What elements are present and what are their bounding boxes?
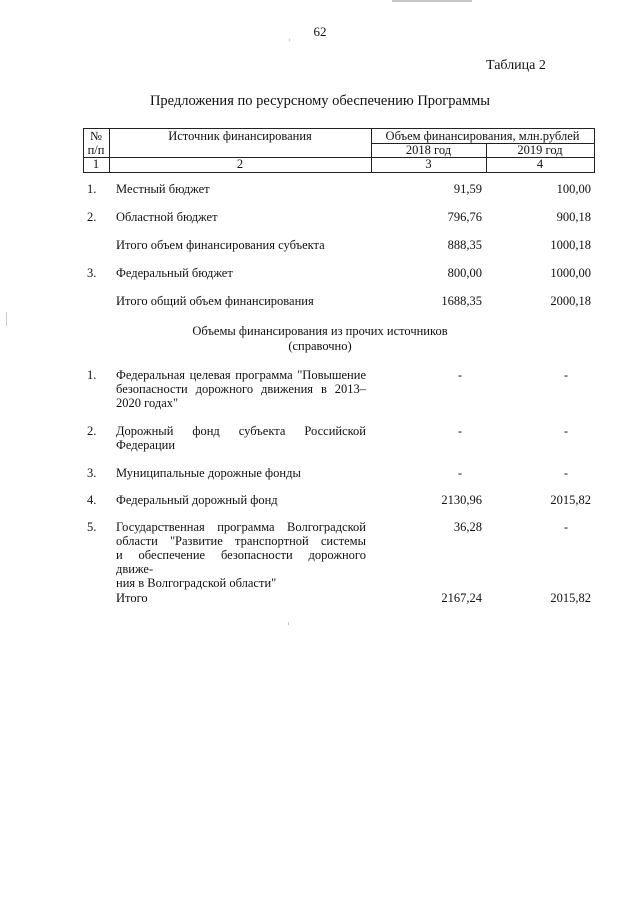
row-value-2018: - <box>457 368 462 382</box>
header-year-2018: 2018 год <box>405 143 452 157</box>
row-source: Итого объем финансирования субъекта <box>116 238 325 252</box>
row-value-2019: 2015,82 <box>550 493 591 507</box>
scan-artifact <box>392 0 472 2</box>
header-year-2019: 2019 год <box>517 143 563 157</box>
row-source-line: 2020 годах" <box>116 396 179 410</box>
row-source-line: Муниципальные дорожные фонды <box>116 466 301 480</box>
row-value-2019: 100,00 <box>556 182 591 196</box>
other-sources-heading <box>0 324 640 354</box>
row-value-2018: 800,00 <box>447 266 482 280</box>
page-number: 62 <box>313 24 327 39</box>
row-value-2018: 91,59 <box>453 182 482 196</box>
scan-artifact <box>288 622 289 625</box>
column-number-3: 3 <box>425 157 432 171</box>
row-value-2018: 2167,24 <box>441 591 482 605</box>
row-value-2019: 2015,82 <box>550 591 591 605</box>
column-number-4: 4 <box>536 157 544 171</box>
row-value-2019: - <box>563 520 568 534</box>
row-source <box>116 466 366 480</box>
row-number: 3. <box>87 266 97 280</box>
header-border-right <box>594 128 595 172</box>
row-source <box>116 368 366 410</box>
row-number: 2. <box>87 424 97 438</box>
row-number: 4. <box>87 493 97 507</box>
row-source: Областной бюджет <box>116 210 218 224</box>
header-num-label: п/п <box>87 143 105 157</box>
row-source: Местный бюджет <box>116 182 210 196</box>
header-bottom-rule <box>83 172 595 173</box>
row-source-line: и обеспечение безопасности дорожного движе- <box>116 548 366 576</box>
row-value-2019: 1000,18 <box>550 238 591 252</box>
row-number: 3. <box>87 466 97 480</box>
other-sources-heading-line2: (справочно) <box>288 339 352 353</box>
row-source: Федеральный бюджет <box>116 266 233 280</box>
row-value-2018: 796,76 <box>447 210 482 224</box>
row-source <box>116 520 366 590</box>
row-source-line: Федерации <box>116 438 176 452</box>
row-value-2018: 36,28 <box>453 520 482 534</box>
row-source-line: области "Развитие транспортной системы <box>116 534 366 548</box>
scan-artifact <box>6 312 7 326</box>
row-source-line: Федеральная целевая программа "Повышение <box>116 368 366 382</box>
row-source-line: Федеральный дорожный фонд <box>116 493 278 507</box>
row-value-2018: 2130,96 <box>441 493 482 507</box>
row-number: 1. <box>87 182 97 196</box>
row-number: 5. <box>87 520 97 534</box>
other-sources-heading-line1: Объемы финансирования из прочих источников <box>192 324 448 338</box>
row-source <box>116 591 366 605</box>
header-source: Источник финансирования <box>168 129 312 143</box>
header-num-symbol: № <box>90 129 102 143</box>
header-volume: Объем финансирования, млн.рублей <box>385 129 580 143</box>
row-source-line: Итого <box>116 591 148 605</box>
row-number: 2. <box>87 210 97 224</box>
row-source-line: Дорожный фонд субъекта Российской <box>116 424 366 438</box>
row-value-2019: - <box>563 424 568 438</box>
row-value-2019: 900,18 <box>556 210 591 224</box>
row-value-2019: 2000,18 <box>550 294 591 308</box>
row-value-2019: - <box>563 466 568 480</box>
row-source-line: Государственная программа Волгоградской <box>116 520 366 534</box>
row-value-2019: - <box>563 368 568 382</box>
row-value-2019: 1000,00 <box>550 266 591 280</box>
row-source-line: ния в Волгоградской области" <box>116 576 277 590</box>
row-number: 1. <box>87 368 97 382</box>
row-value-2018: 1688,35 <box>441 294 482 308</box>
row-source: Итого общий объем финансирования <box>116 294 314 308</box>
table-caption: Таблица 2 <box>486 58 546 73</box>
row-value-2018: - <box>457 466 462 480</box>
row-source <box>116 493 366 507</box>
column-number-2: 2 <box>236 157 244 171</box>
row-value-2018: 888,35 <box>447 238 482 252</box>
column-number-1: 1 <box>92 157 100 171</box>
row-value-2018: - <box>457 424 462 438</box>
scan-artifact <box>289 39 290 41</box>
row-source-line: безопасности дорожного движения в 2013– <box>116 382 366 396</box>
document-title: Предложения по ресурсному обеспечению Программы <box>149 93 491 109</box>
row-source <box>116 424 366 452</box>
